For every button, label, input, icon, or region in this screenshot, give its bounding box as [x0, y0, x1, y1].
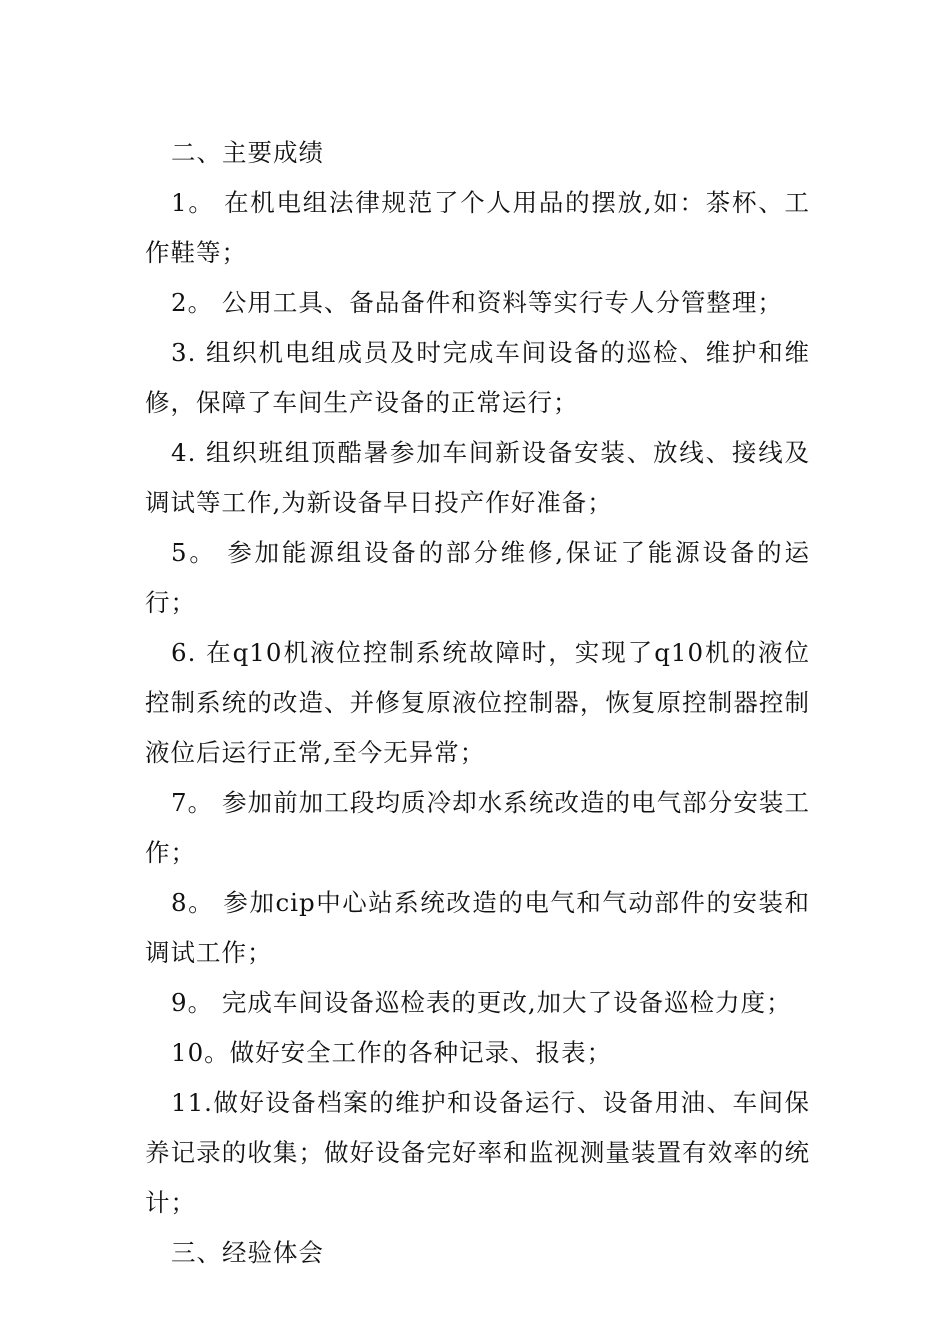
- list-item: 10。做好安全工作的各种记录、报表；: [171, 1038, 613, 1067]
- list-item: 11.做好设备档案的维护和设备运行、设备用油、车间保养记录的收集；做好设备完好率和监视测量装置有效率的统计；: [145, 1088, 810, 1217]
- list-item: 5。 参加能源组设备的部分维修,保证了能源设备的运行；: [145, 538, 810, 617]
- list-item: 6. 在q10机液位控制系统故障时，实现了q10机的液位控制系统的改造、并修复原液位控制器，恢复原控制器控制液位后运行正常,至今无异常；: [145, 638, 810, 767]
- list-item: 4. 组织班组顶酷暑参加车间新设备安装、放线、接线及调试等工作,为新设备早日投产作好准备；: [145, 438, 810, 517]
- list-item: 9。 完成车间设备巡检表的更改,加大了设备巡检力度；: [171, 988, 792, 1017]
- list-item: 2。 公用工具、备品备件和资料等实行专人分管整理；: [171, 288, 783, 317]
- section-heading-achievements: 二、主要成绩: [171, 138, 324, 167]
- list-item: 1。 在机电组法律规范了个人用品的摆放,如：茶杯、工作鞋等；: [145, 188, 810, 267]
- list-item: 3. 组织机电组成员及时完成车间设备的巡检、维护和维修，保障了车间生产设备的正常运行；: [145, 338, 810, 417]
- list-item: 7。 参加前加工段均质冷却水系统改造的电气部分安装工作；: [145, 788, 810, 867]
- document-body: [145, 128, 810, 1278]
- list-item: 8。 参加cip中心站系统改造的电气和气动部件的安装和调试工作；: [145, 888, 810, 967]
- section-heading-experience: 三、经验体会: [171, 1238, 324, 1267]
